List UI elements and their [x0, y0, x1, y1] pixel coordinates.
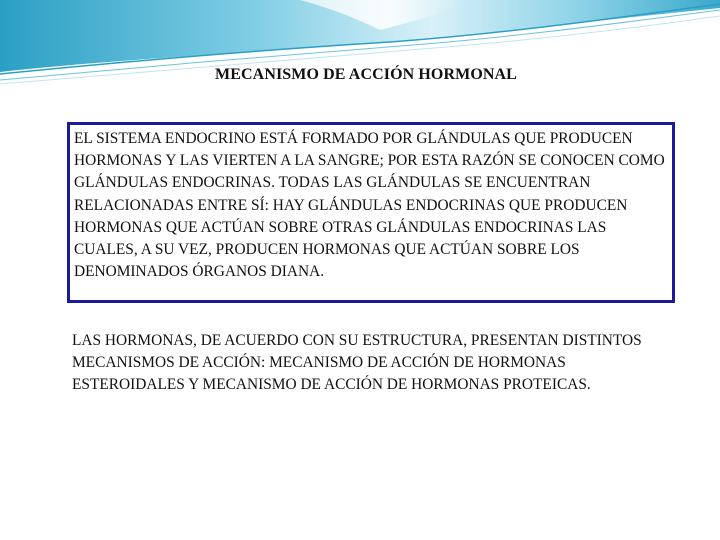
slide-title: MECANISMO DE ACCIÓN HORMONAL	[215, 66, 517, 83]
paragraph-hormone-mechanisms: LAS HORMONAS, DE ACUERDO CON SU ESTRUCTURA, PRESENTAN DISTINTOS MECANISMOS DE ACCIÓN: MECANISMO DE ACCIÓN DE HORMONAS ESTEROIDALES Y MECANISMO DE ACCIÓN DE HORMONAS PROTEICAS.	[72, 332, 642, 394]
boxed-paragraph-endocrine-system: EL SISTEMA ENDOCRINO ESTÁ FORMADO POR GLÁNDULAS QUE PRODUCEN HORMONAS Y LAS VIERTEN A LA SANGRE; POR ESTA RAZÓN SE CONOCEN COMO GLÁNDULAS ENDOCRINAS. TODAS LAS GLÁNDULAS SE ENCUENTRAN RELACIONADAS ENTRE SÍ: HAY GLÁNDULAS ENDOCRINAS QUE PRODUCEN HORMONAS QUE ACTÚAN SOBRE OTRAS GLÁNDULAS ENDOCRINAS LAS CUALES, A SU VEZ, PRODUCEN HORMONAS QUE ACTÚAN SOBRE LOS DENOMINADOS ÓRGANOS DIANA.	[67, 122, 675, 303]
